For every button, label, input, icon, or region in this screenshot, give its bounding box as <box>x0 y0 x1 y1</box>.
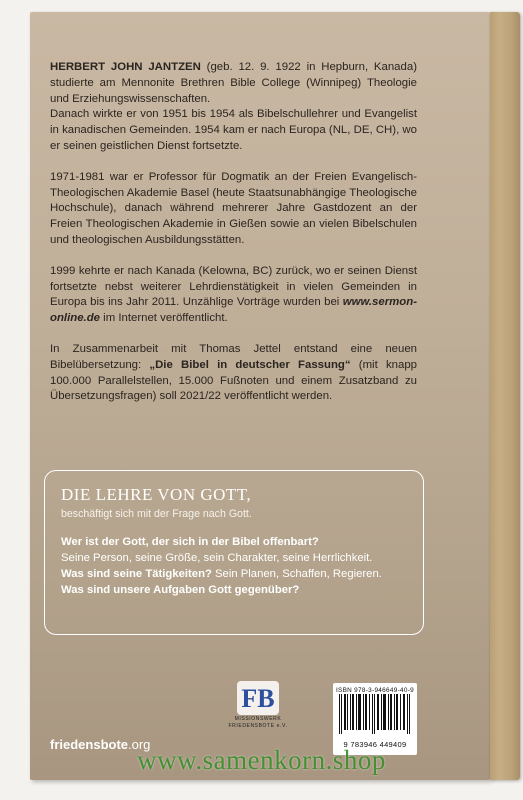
bio-paragraph-1 <box>50 60 417 155</box>
question-1: Wer ist der Gott, der sich in der Bibel offenbart? <box>61 536 319 548</box>
isbn-text: ISBN 978-3-946649-40-9 <box>335 687 414 694</box>
logo-line-2: FRIEDENSBOTE e.V. <box>228 723 288 729</box>
topic-questions <box>61 534 407 598</box>
barcode-bars-icon <box>337 694 413 734</box>
bio-paragraph-4 <box>50 342 417 405</box>
bio-paragraph-2: 1971-1981 war er Professor für Dogmatik an der Freien Evangelisch-Theologischen Akademie Basel (heute Staatsunabhängige Theologische Hochschule), danach während mehrerer Jahre Gastdozent an der Freien Theologischen Akademie in Gießen sowie an vielen Bibelschulen und theologischen Ausbildungsstätten. <box>50 170 417 246</box>
bio-text: im Internet veröffentlicht. <box>100 312 228 325</box>
question-answer-2 <box>61 566 407 582</box>
bio-text: Danach wirkte er von 1951 bis 1954 als Bibelschullehrer und Evangelist in kanadischen Gemeinden. 1954 kam er nach Europa (NL, DE, CH), wo er seinen geistlichen Dienst fortsetzte. <box>50 108 417 152</box>
bio-paragraph-3 <box>50 264 417 327</box>
author-biography <box>50 60 417 420</box>
topic-subtitle: beschäftigt sich mit der Frage nach Gott. <box>61 508 252 520</box>
answer-1: Seine Person, seine Größe, sein Charakter, seine Herrlichkeit. <box>61 552 373 564</box>
topic-heading: DIE LEHRE VON GOTT, <box>61 485 252 504</box>
logo-line-1: MISSIONSWERK <box>234 716 282 722</box>
topic-box <box>44 470 424 635</box>
book-spine <box>490 12 520 780</box>
publisher-logo <box>228 680 288 750</box>
question-2: Was sind seine Tätigkeiten? <box>61 568 212 580</box>
bio-text: (geb. 12. 9. 1922 in Hepburn, Kanada) studierte am Mennonite Brethren Bible College (Winnipeg) Theologie und Erziehungswissenschaften. <box>50 61 417 105</box>
shop-watermark: www.samenkorn.shop <box>137 745 386 775</box>
question-3: Was sind unsere Aufgaben Gott gegenüber? <box>61 584 300 596</box>
bible-title: „Die Bibel in deutscher Fassung“ <box>149 358 351 371</box>
fb-logo-icon <box>236 680 280 716</box>
sermon-online-link: www.sermon-online.de <box>50 296 417 325</box>
publisher-name: friedensbote <box>50 737 129 752</box>
bio-text: (mit knapp 100.000 Parallelstellen, 15.000 Fußnoten und einem Zusatzband zu Übersetzungsfragen) soll 2021/22 veröffentlicht werden. <box>50 358 417 403</box>
bio-text: In Zusammenarbeit mit Thomas Jettel entstand eine neuen Bibelübersetzung: <box>50 342 417 371</box>
author-name: HERBERT JOHN JANTZEN <box>50 61 201 73</box>
answer-2: Sein Planen, Schaffen, Regieren. <box>211 568 382 580</box>
barcode-number: 9 783946 449409 <box>343 740 407 749</box>
bio-text: 1999 kehrte er nach Kanada (Kelowna, BC) zurück, wo er seinen Dienst fortsetzte nebst weiterer Lehrdienstätigkeit in vielen Gemeinden in Europa bis ins Jahr 2011. Unzählige Vorträge wurden bei <box>50 264 417 309</box>
publisher-tld: .org <box>128 737 151 752</box>
logo-letters: FB <box>241 684 275 713</box>
